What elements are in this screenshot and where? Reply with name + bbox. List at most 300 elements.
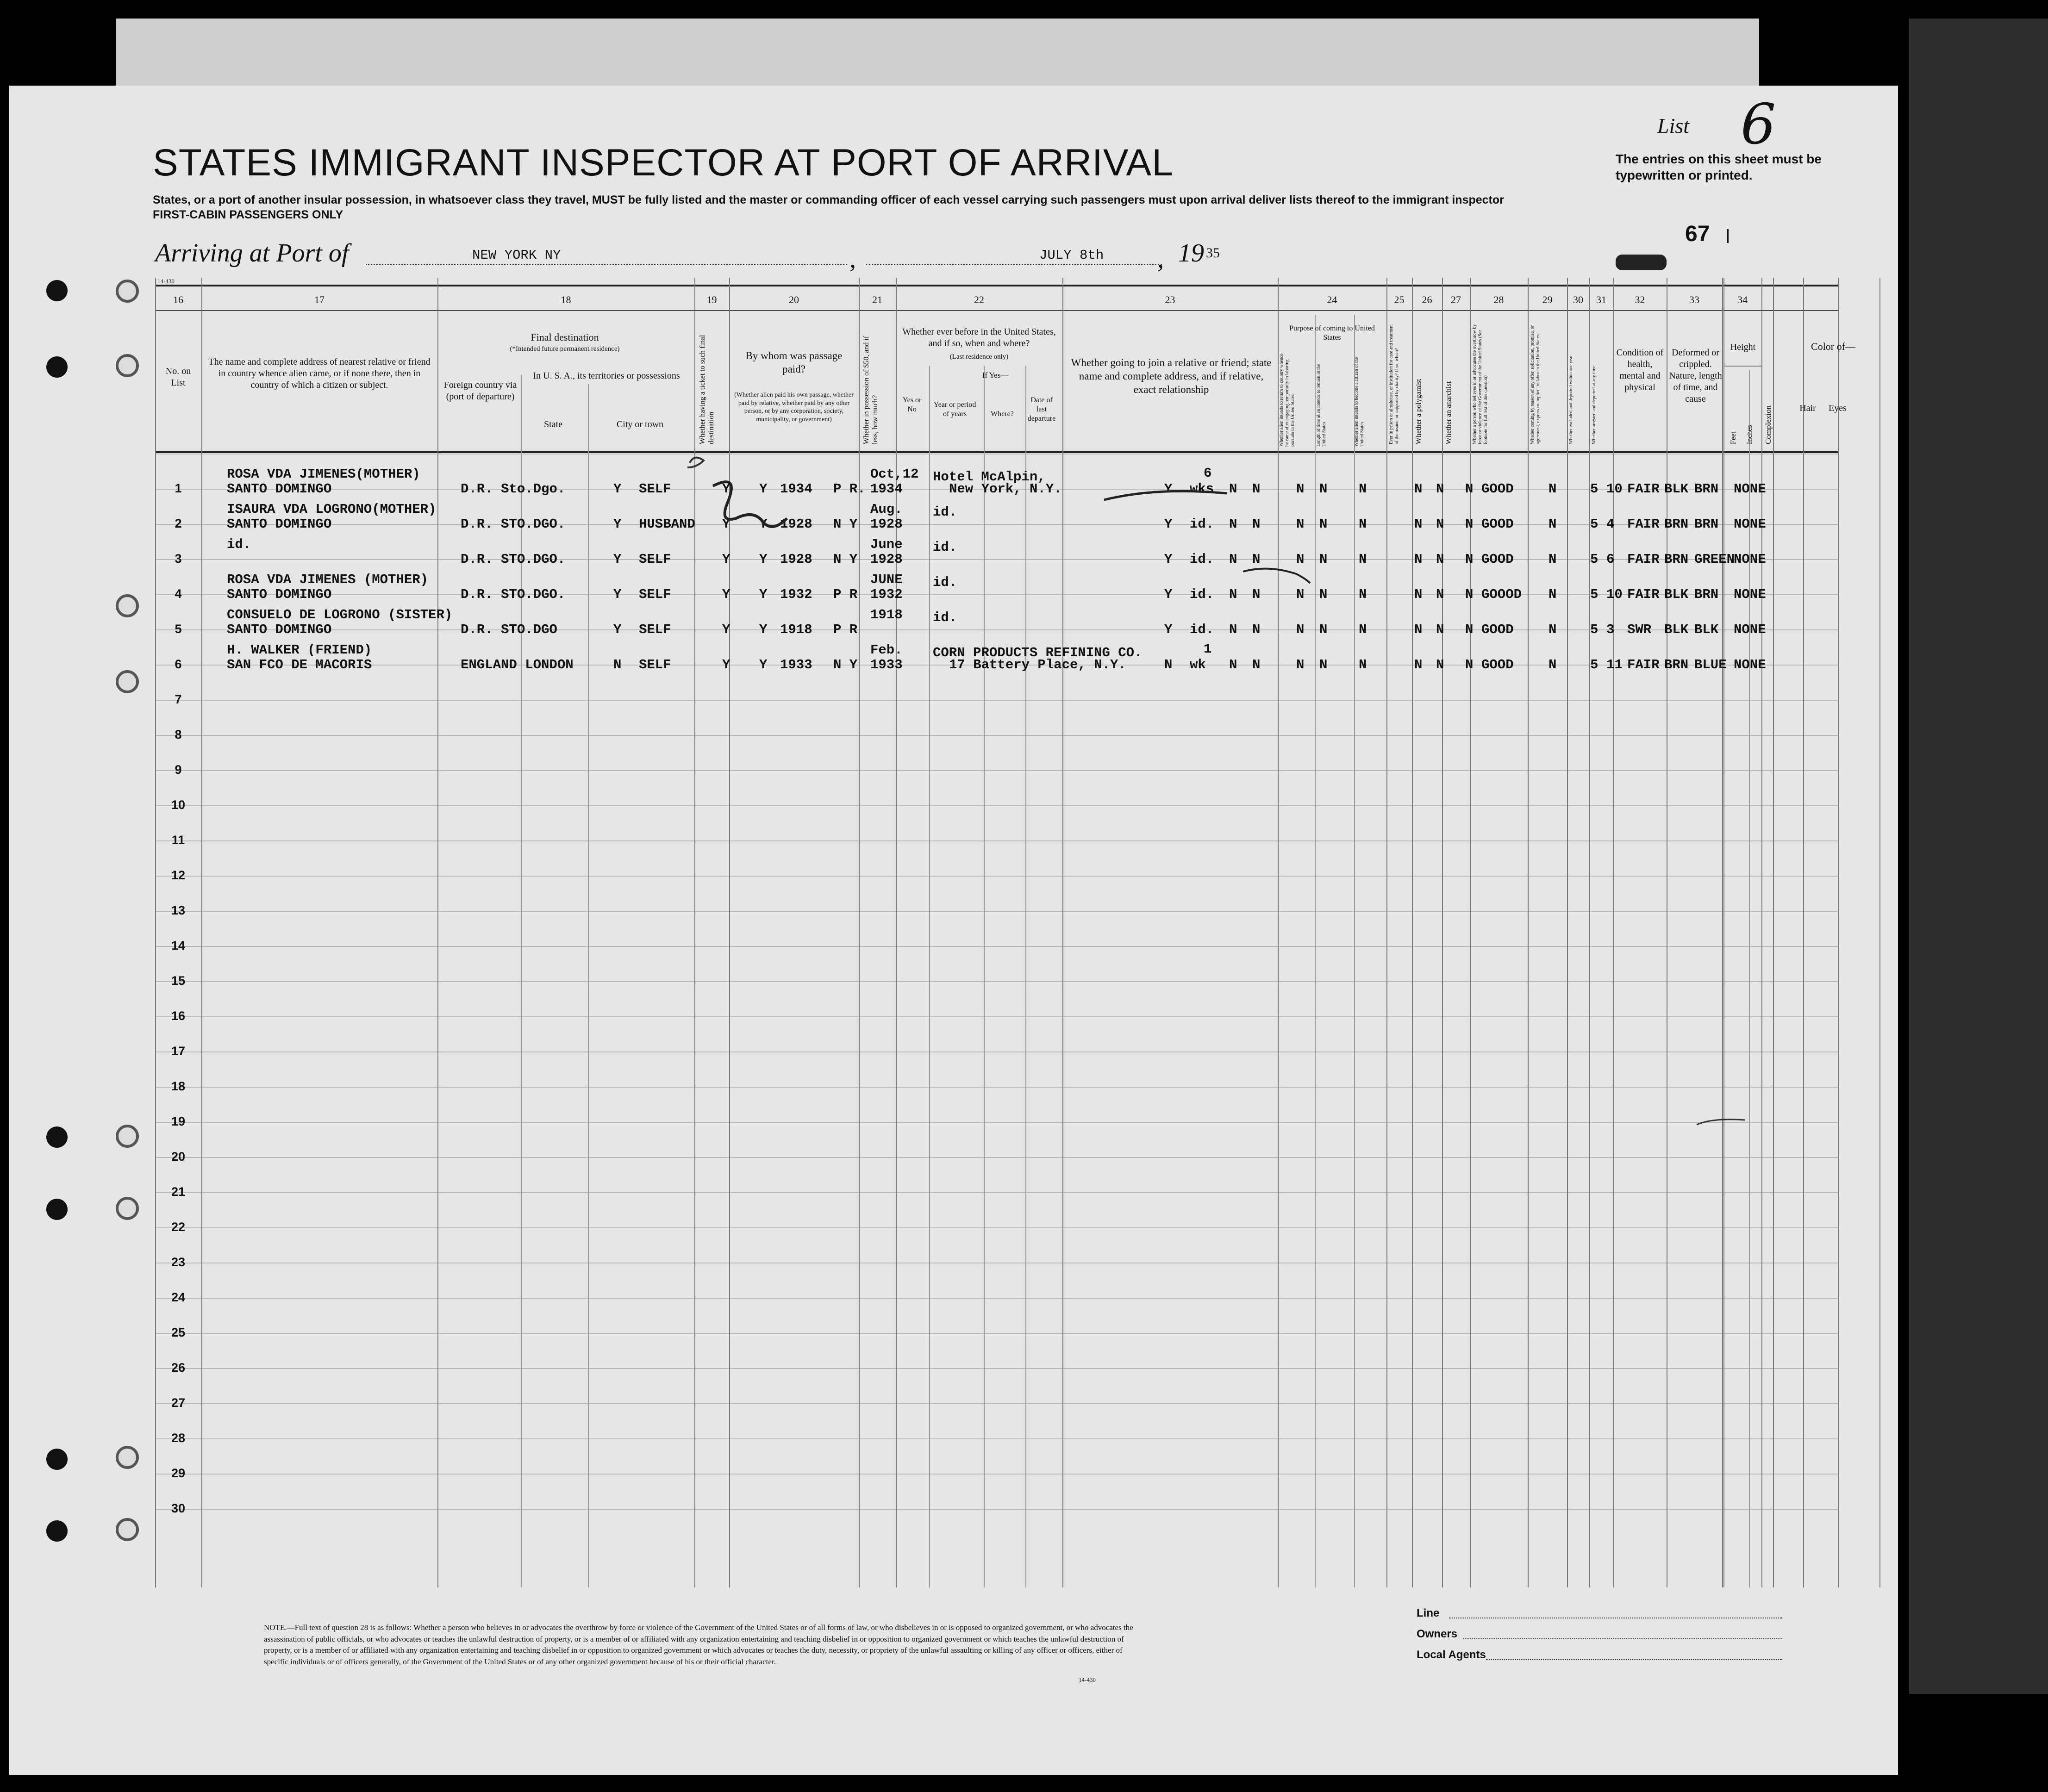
arrested-value: N: [1436, 552, 1444, 567]
where-value: N Y: [833, 552, 858, 567]
height-inches: 11: [1606, 657, 1623, 672]
hdr-join-relative: Whether going to join a relative or friend; state name and complete address, and if relative, exact relationship: [1071, 357, 1272, 395]
excluded-value: N: [1414, 622, 1423, 637]
overthrow-value: N: [1319, 552, 1328, 567]
q32-value: N: [1465, 516, 1474, 532]
overthrow-value: N: [1319, 587, 1328, 602]
row-number: 25: [171, 1325, 186, 1339]
ever-before: Y: [759, 552, 768, 567]
stay-length-num: 1: [1204, 641, 1212, 657]
stay-length-unit: wks: [1190, 481, 1214, 497]
hdr-arrested: Whether arrested and deported at any time: [1592, 366, 1597, 444]
prison-value: N: [1229, 552, 1237, 567]
deformed-value: N: [1548, 657, 1557, 672]
col-num: 17: [314, 294, 325, 305]
departure-year: 1933: [870, 657, 903, 672]
hdr-ever-before-sub: (Last residence only): [949, 353, 1009, 361]
q32-value: N: [1465, 481, 1474, 497]
relative-city: SANTO DOMINGO: [227, 516, 332, 532]
prison-value: N: [1229, 587, 1237, 602]
binder-hole: [46, 280, 68, 301]
eye-color: BRN: [1694, 587, 1719, 602]
anarchist-value: N: [1296, 516, 1305, 532]
return-intent: Y: [1164, 622, 1173, 637]
anarchist-value: N: [1296, 481, 1305, 497]
q32-value: N: [1465, 657, 1474, 672]
col-num: 19: [706, 294, 717, 305]
overthrow-value: N: [1319, 657, 1328, 672]
relative-name: ROSA VDA JIMENES(MOTHER): [227, 467, 420, 482]
binder-hole: [46, 1449, 68, 1470]
hdr-ever-before: Whether ever before in the United States, and if so, when and where?: [902, 327, 1056, 348]
col-num: 25: [1394, 294, 1405, 305]
departure-year: 1932: [870, 587, 903, 602]
page-title: STATES IMMIGRANT INSPECTOR AT PORT OF ARRIVAL: [153, 142, 1174, 184]
hdr-color-of: Color of—: [1811, 341, 1855, 352]
stay-length-unit: id.: [1190, 516, 1214, 532]
foreign-country: D.R. STO.DGO: [461, 622, 557, 637]
prison-value: N: [1229, 481, 1237, 497]
complexion-value: FAIR: [1627, 516, 1660, 532]
where-value: N Y: [833, 516, 858, 532]
hdr-passage-paid: By whom was passage paid?: [745, 350, 843, 375]
hdr-purpose-citizen: Whether alien intends to become a citizen of the United States: [1354, 357, 1365, 447]
sheet-code: 67: [1685, 222, 1710, 246]
health-value: GOOOD: [1481, 587, 1522, 602]
polygamist-value: N: [1252, 587, 1261, 602]
anarchist-value: N: [1296, 552, 1305, 567]
row-number: 3: [175, 552, 182, 566]
binder-hole: [46, 1199, 68, 1220]
stay-length-unit: id.: [1190, 552, 1214, 567]
ever-before: Y: [759, 481, 768, 497]
row-number: 28: [171, 1431, 186, 1445]
hdr-state: State: [544, 419, 562, 429]
prison-value: N: [1229, 657, 1237, 672]
owners-label: Owners: [1417, 1628, 1458, 1640]
hdr-deformed: Deformed or crippled. Nature, length of time, and cause: [1669, 348, 1722, 404]
where-value: P R.: [833, 481, 866, 497]
passage-paid-by: SELF: [639, 622, 671, 637]
return-intent: Y: [1164, 552, 1173, 567]
departure-year: 1928: [870, 552, 903, 567]
hdr-eyes: Eyes: [1829, 403, 1847, 413]
marks-value: NONE: [1734, 552, 1766, 567]
entries-note: The entries on this sheet must be typewritten or printed.: [1616, 152, 1822, 182]
offer-value: N: [1359, 622, 1367, 637]
port-value: NEW YORK NY: [472, 248, 561, 263]
row-number: 8: [175, 728, 182, 741]
pen-stroke: [1241, 560, 1315, 588]
deformed-value: N: [1548, 552, 1557, 567]
join-address-2: 17 Battery Place, N.Y.: [949, 657, 1126, 672]
hdr-yes-no: Yes or No: [902, 396, 922, 413]
passage-paid-by: SELF: [639, 657, 671, 672]
fifty-dollars: Y: [722, 657, 731, 672]
eye-color: BLK: [1694, 622, 1719, 637]
form-code-bottom: 14-430: [1079, 1676, 1096, 1683]
deformed-value: N: [1548, 587, 1557, 602]
height-inches: 3: [1606, 622, 1615, 637]
join-address-1: CORN PRODUCTS REFINING CO.: [933, 645, 1143, 660]
return-intent: Y: [1164, 481, 1173, 497]
height-feet: 5: [1590, 587, 1598, 602]
form-code-top: 14-430: [157, 278, 175, 285]
foreign-country: D.R. STO.DGO.: [461, 552, 566, 567]
excluded-value: N: [1414, 481, 1423, 497]
where-value: N Y: [833, 657, 858, 672]
stay-length-num: 6: [1204, 466, 1212, 481]
foreign-country: D.R. STO.DGO.: [461, 587, 566, 602]
row-number: 13: [171, 903, 186, 917]
deformed-value: N: [1548, 481, 1557, 497]
row-number: 9: [175, 763, 182, 777]
row-number: 10: [171, 798, 186, 812]
marks-value: NONE: [1734, 481, 1766, 497]
relative-name: H. WALKER (FRIEND): [227, 642, 372, 658]
health-value: GOOD: [1481, 657, 1514, 672]
complexion-value: FAIR: [1627, 481, 1660, 497]
return-intent: Y: [1164, 516, 1173, 532]
line-label: Line: [1417, 1607, 1440, 1619]
offer-value: N: [1359, 657, 1367, 672]
excluded-value: N: [1414, 587, 1423, 602]
hdr-fifty-dollars: Whether in possession of $50, and if less, how much?: [862, 336, 880, 444]
local-agents-label: Local Agents: [1417, 1649, 1486, 1661]
row-number: 12: [171, 868, 186, 882]
join-address-1: id.: [933, 540, 957, 555]
complexion-value: SWR: [1627, 622, 1652, 637]
col-num: 32: [1635, 294, 1645, 305]
health-value: GOOD: [1481, 516, 1514, 532]
year-value: 1928: [780, 552, 812, 567]
col-num: 26: [1422, 294, 1432, 305]
hdr-feet: Feet: [1730, 431, 1737, 444]
ever-before: Y: [759, 622, 768, 637]
row-number: 29: [171, 1466, 186, 1480]
row-number: 5: [175, 622, 182, 636]
row-number: 20: [171, 1150, 186, 1164]
hdr-purpose: Purpose of coming to United States: [1289, 324, 1375, 342]
relative-city: SANTO DOMINGO: [227, 587, 332, 602]
fifty-dollars: Y: [722, 552, 731, 567]
excluded-value: N: [1414, 516, 1423, 532]
hdr-prison: Ever in prison or almshouse, or institution for care and treatment of the insane, or supported by charity? If so, which?: [1389, 324, 1399, 444]
stay-length-unit: wk: [1190, 657, 1206, 672]
col-num: 31: [1596, 294, 1606, 305]
polygamist-value: N: [1252, 657, 1261, 672]
complexion-value: FAIR: [1627, 657, 1660, 672]
passage-paid-by: SELF: [639, 481, 671, 497]
offer-value: N: [1359, 587, 1367, 602]
hdr-final-destination: Final destination: [531, 331, 599, 343]
health-value: GOOD: [1481, 481, 1514, 497]
hdr-final-destination-sub: (*Intended future permanent residence): [510, 345, 620, 353]
anarchist-value: N: [1296, 622, 1305, 637]
row-number: 14: [171, 939, 186, 952]
hdr-excluded: Whether excluded and deported within one year: [1568, 355, 1573, 444]
arriving-label: Arriving at Port of: [155, 239, 349, 268]
row-number: 7: [175, 692, 182, 706]
height-feet: 5: [1590, 622, 1598, 637]
binder-ring: [116, 1518, 139, 1541]
year-value: 1932: [780, 587, 812, 602]
stamp-mark: [1616, 255, 1667, 270]
join-address-1: id.: [933, 610, 957, 625]
departure-date: June: [870, 537, 903, 552]
deformed-value: N: [1548, 516, 1557, 532]
hair-color: BRN: [1664, 657, 1689, 672]
binding-strip: [1909, 19, 2048, 1694]
ticket-value: Y: [613, 587, 622, 602]
q32-value: N: [1465, 587, 1474, 602]
q32-value: N: [1465, 552, 1474, 567]
hdr-height: Height: [1730, 342, 1756, 352]
relative-city: SANTO DOMINGO: [227, 622, 332, 637]
relative-city: SANTO DOMINGO: [227, 481, 332, 497]
arrested-value: N: [1436, 622, 1444, 637]
join-address-1: id.: [933, 504, 957, 520]
col-num: 34: [1737, 294, 1748, 305]
arrival-date: JULY 8th: [1039, 248, 1104, 263]
hdr-purpose-length: Length of time alien intends to remain in the United States: [1316, 364, 1327, 447]
where-value: P R: [833, 587, 858, 602]
height-feet: 5: [1590, 552, 1598, 567]
ticket-value: N: [613, 657, 622, 672]
row-number: 24: [171, 1290, 186, 1304]
row-number: 16: [171, 1009, 186, 1023]
col-num: 27: [1451, 294, 1461, 305]
departure-date: 1918: [870, 607, 903, 622]
q32-value: N: [1465, 622, 1474, 637]
hair-color: BLK: [1664, 481, 1689, 497]
hdr-nearest-relative: The name and complete address of nearest relative or friend in country whence alien came, or if none there, then in country of which a citizen or subject.: [208, 357, 431, 390]
polygamist-value: N: [1252, 481, 1261, 497]
overthrow-value: N: [1319, 622, 1328, 637]
col-num: 18: [561, 294, 571, 305]
hdr-ticket: Whether having a ticket to such final destination: [699, 335, 716, 444]
year-prefix: 19: [1178, 239, 1204, 268]
eye-color: BRN: [1694, 481, 1719, 497]
ticket-value: Y: [613, 516, 622, 532]
departure-date: Oct,12: [870, 467, 919, 482]
overthrow-value: N: [1319, 481, 1328, 497]
ticket-value: Y: [613, 622, 622, 637]
height-inches: 10: [1606, 587, 1623, 602]
passage-paid-by: SELF: [639, 552, 671, 567]
health-value: GOOD: [1481, 552, 1514, 567]
height-feet: 5: [1590, 516, 1598, 532]
pen-stroke: [1102, 486, 1231, 504]
ever-before: Y: [759, 516, 768, 532]
col-num: 22: [974, 294, 984, 305]
hdr-hair: Hair: [1799, 403, 1816, 413]
ticket-value: Y: [613, 481, 622, 497]
year-value: 1934: [780, 481, 812, 497]
col-num: 24: [1327, 294, 1337, 305]
hdr-no-on-list: No. on List: [165, 366, 191, 388]
row-number: 23: [171, 1255, 186, 1269]
row-number: 15: [171, 974, 186, 988]
join-address-1: id.: [933, 575, 957, 590]
list-number: 6: [1741, 93, 1776, 157]
binder-ring: [116, 1446, 139, 1469]
binder-hole: [46, 1520, 68, 1542]
prison-value: N: [1229, 622, 1237, 637]
hdr-passage-paid-sub: (Whether alien paid his own passage, whether paid by relative, whether paid by any other person, or by any corporation, society, municipality, or government): [734, 392, 854, 423]
departure-date: Aug.: [870, 502, 903, 517]
cabin-class: FIRST-CABIN PASSENGERS ONLY: [153, 208, 343, 221]
height-inches: 4: [1606, 516, 1615, 532]
hair-color: BLK: [1664, 622, 1689, 637]
join-address-1: Hotel McAlpin,: [933, 469, 1046, 485]
row-number: 11: [171, 833, 185, 847]
anarchist-value: N: [1296, 657, 1305, 672]
row-number: 30: [171, 1501, 186, 1515]
row-number: 26: [171, 1361, 186, 1375]
prison-value: N: [1229, 516, 1237, 532]
hdr-where: Where?: [991, 410, 1014, 418]
return-intent: N: [1164, 657, 1173, 672]
departure-date: JUNE: [870, 572, 903, 587]
excluded-value: N: [1414, 552, 1423, 567]
binder-hole: [46, 1126, 68, 1148]
binder-ring: [116, 280, 139, 303]
fifty-dollars: Y: [722, 516, 731, 532]
row-number: 6: [175, 657, 182, 671]
row-number: 2: [175, 516, 182, 530]
row-number: 19: [171, 1114, 186, 1128]
offer-value: N: [1359, 481, 1367, 497]
col-num: 29: [1542, 294, 1553, 305]
marks-value: NONE: [1734, 622, 1766, 637]
polygamist-value: N: [1252, 622, 1261, 637]
binder-ring: [116, 1125, 139, 1148]
foreign-country: D.R. STO.DGO.: [461, 516, 566, 532]
departure-year: 1934: [870, 481, 903, 497]
stay-length-unit: id.: [1190, 587, 1214, 602]
binder-hole: [46, 356, 68, 378]
height-feet: 5: [1590, 657, 1598, 672]
ever-before: Y: [759, 587, 768, 602]
eye-color: BLUE: [1694, 657, 1727, 672]
hdr-year: Year or period of years: [933, 401, 976, 418]
hdr-complexion: Complexion: [1764, 405, 1773, 444]
complexion-value: FAIR: [1627, 552, 1660, 567]
marks-value: NONE: [1734, 516, 1766, 532]
fifty-dollars: Y: [722, 587, 731, 602]
eye-color: GREEN: [1694, 552, 1735, 567]
arrested-value: N: [1436, 516, 1444, 532]
hdr-inches: Inches: [1746, 425, 1754, 444]
row-number: 1: [175, 481, 182, 495]
binder-ring: [116, 670, 139, 693]
hair-color: BRN: [1664, 516, 1689, 532]
relative-name: ROSA VDA JIMENES (MOTHER): [227, 572, 429, 587]
col-num: 21: [872, 294, 882, 305]
year-value: 1928: [780, 516, 812, 532]
year-value: 1933: [780, 657, 812, 672]
col-num: 23: [1165, 294, 1175, 305]
row-number: 17: [171, 1044, 186, 1058]
year-suffix: 35: [1206, 245, 1220, 261]
excluded-value: N: [1414, 657, 1423, 672]
join-address-2: New York, N.Y.: [949, 481, 1062, 497]
foreign-country: D.R. Sto.Dgo.: [461, 481, 566, 497]
hdr-in-usa: In U. S. A., its territories or possessions: [533, 371, 680, 381]
relative-name: CONSUELO DE LOGRONO (SISTER): [227, 607, 453, 622]
polygamist-value: N: [1252, 552, 1261, 567]
overthrow-value: N: [1319, 516, 1328, 532]
fifty-dollars: Y: [722, 622, 731, 637]
return-intent: Y: [1164, 587, 1173, 602]
ever-before: Y: [759, 657, 768, 672]
departure-date: Feb.: [870, 642, 903, 658]
col-num: 33: [1689, 294, 1699, 305]
deformed-value: N: [1548, 622, 1557, 637]
arrested-value: N: [1436, 481, 1444, 497]
col-num: 30: [1573, 294, 1583, 305]
hdr-polygamist: Whether a polygamist: [1415, 379, 1423, 444]
hair-color: BRN: [1664, 552, 1689, 567]
relative-name: id.: [227, 537, 251, 552]
row-number: 27: [171, 1396, 186, 1410]
row-number: 21: [171, 1185, 186, 1199]
hdr-city: City or town: [616, 419, 664, 429]
foreign-country: ENGLAND LONDON: [461, 657, 574, 672]
height-inches: 6: [1606, 552, 1615, 567]
fifty-dollars: Y: [722, 481, 731, 497]
hdr-foreign-country: Foreign country via (port of departure): [443, 380, 517, 402]
arrested-value: N: [1436, 587, 1444, 602]
height-inches: 10: [1606, 481, 1623, 497]
binder-ring: [116, 1197, 139, 1220]
hdr-anarchist: Whether an anarchist: [1445, 381, 1453, 444]
list-label: List: [1657, 114, 1690, 137]
relative-city: SAN FCO DE MACORIS: [227, 657, 372, 672]
where-value: P R: [833, 622, 858, 637]
anarchist-value: N: [1296, 587, 1305, 602]
passage-paid-by: SELF: [639, 587, 671, 602]
arrested-value: N: [1436, 657, 1444, 672]
passage-paid-by: HUSBAND: [639, 516, 695, 532]
hdr-health: Condition of health, mental and physical: [1616, 348, 1664, 392]
instruction-text: States, or a port of another insular possession, in whatsoever class they travel, MUST be fully listed and the master or commanding officer of each vessel carrying such passengers must upon arrival deliver lists thereof to the immigrant inspector: [153, 193, 1504, 206]
col-num: 28: [1493, 294, 1504, 305]
ticket-value: Y: [613, 552, 622, 567]
marks-value: NONE: [1734, 587, 1766, 602]
hdr-overthrow: Whether a person who believes in or advocates the overthrow by force or violence of the Government of the United States (See footnote for full text of this question): [1472, 324, 1488, 444]
polygamist-value: N: [1252, 516, 1261, 532]
height-feet: 5: [1590, 481, 1598, 497]
binder-ring: [116, 354, 139, 377]
hair-color: BLK: [1664, 587, 1689, 602]
col-num: 20: [789, 294, 799, 305]
offer-value: N: [1359, 552, 1367, 567]
row-number: 4: [175, 587, 182, 601]
hdr-purpose-return: Whether alien intends to return to country whence he came after engaging temporarily in laboring pursuits in the United States: [1279, 354, 1295, 447]
offer-value: N: [1359, 516, 1367, 532]
departure-year: 1928: [870, 516, 903, 532]
stay-length-unit: id.: [1190, 622, 1214, 637]
hdr-offer-labor: Whether coming by reason of any offer, solicitation, promise, or agreement, express or implied, to labor in the United States: [1530, 325, 1541, 444]
row-number: 18: [171, 1079, 186, 1093]
pen-stroke: [1694, 1115, 1750, 1129]
handwritten-annotation: [676, 454, 796, 537]
complexion-value: FAIR: [1627, 587, 1660, 602]
eye-color: BRN: [1694, 516, 1719, 532]
footnote-question-28: NOTE.—Full text of question 28 is as follows: Whether a person who believes in or advocates the overthrow by force or violence of the Government of the United States or of all forms of law, or who disbelieves in or is opposed to organized government, or who advocates the assassination of public officials, or who advocates or teaches the unlawful destruction of property, or is a member of or affiliated with any organization entertaining and teaching disbelief in or opposition to organized government or which teaches the unlawful destruction of property, or is a member of or affiliated with any organization entertaining and teaching disbelief in or opposition to organized government or which advocates or teaches the duty, necessity, or propriety of the unlawful assaulting or killing of any officer or officers, either of specific individuals or of officers generally, of the Government of the United States or of any other organized government because of his or their official character.: [264, 1623, 1133, 1666]
